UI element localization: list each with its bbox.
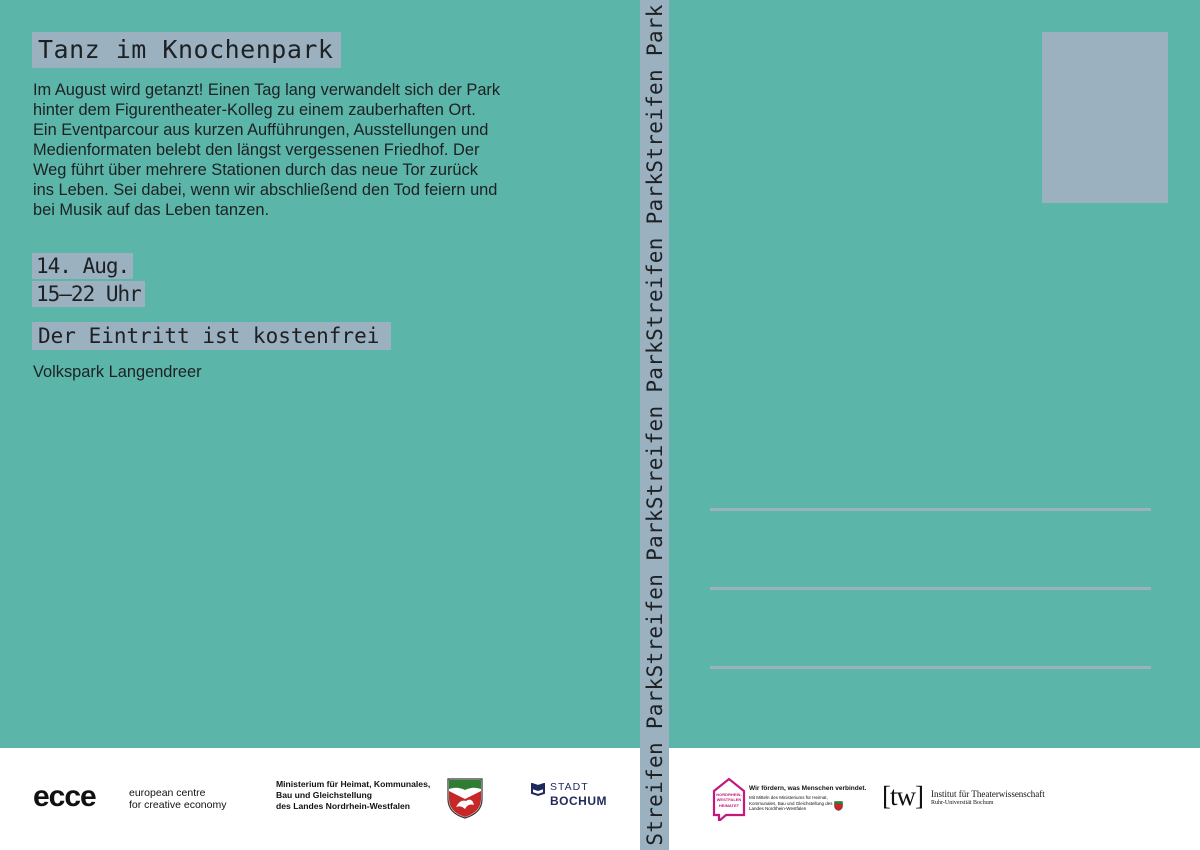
ministry-logo — [276, 779, 446, 812]
event-venue: Volkspark Langendreer — [33, 363, 202, 381]
nrw-crest-icon — [446, 777, 484, 823]
heimat-badge-line-1: NORDRHEIN- — [716, 792, 742, 797]
admission-note: Der Eintritt ist kostenfrei — [32, 322, 391, 350]
event-date: 14. Aug. — [32, 253, 133, 279]
tw-wordmark: [tw] — [882, 781, 923, 811]
heimat-badge-line-2: WESTFALEN — [716, 797, 742, 802]
address-line — [710, 508, 1151, 511]
ecce-line-1: european centre — [129, 787, 206, 799]
ecce-wordmark: ecce — [33, 780, 96, 813]
address-line — [710, 666, 1151, 669]
heimat-nrw-badge — [712, 777, 746, 825]
ecce-subtitle — [129, 787, 269, 811]
ministry-line-3: des Landes Nordrhein-Westfalen — [276, 801, 411, 811]
ministry-line-1: Ministerium für Heimat, Kommunales, — [276, 779, 431, 789]
bochum-line-2: BOCHUM — [550, 794, 607, 808]
event-time: 15–22 Uhr — [32, 281, 145, 307]
address-line — [710, 587, 1151, 590]
tw-line-1: Institut für Theaterwissenschaft — [931, 789, 1045, 799]
ecce-line-2: for creative economy — [129, 799, 227, 811]
tw-line-2: Ruhr-Universität Bochum — [931, 800, 994, 806]
heimat-tagline: Wir fördern, was Menschen verbindet. — [749, 785, 867, 792]
book-icon — [531, 782, 546, 801]
heimat-funding-note: Mit Mitteln des Ministeriums für Heimat, Kommunales, Bau und Gleichstellung des Landes Nordrhein-Westfalen — [749, 795, 833, 811]
nrw-small-crest-icon — [834, 796, 843, 815]
spine-text: Streifen ParkStreifen ParkStreifen ParkStreifen ParkStreifen Park — [642, 4, 667, 846]
bochum-line-1: STADT — [550, 781, 589, 793]
stamp-box — [1042, 32, 1168, 203]
heimat-badge-line-3: HEIMATET — [718, 803, 740, 808]
event-title: Tanz im Knochenpark — [32, 32, 341, 68]
event-description: Im August wird getanzt! Einen Tag lang verwandelt sich der Park hinter dem Figurentheater-Kolleg zu einem zauberhaften Ort. Ein Eventparcour aus kurzen Aufführungen, Ausstellungen und Medienformaten belebt den längst vergessenen Friedhof. Der Weg führt über mehrere Stationen durch das neue Tor zurück ins Leben. Sei dabei, wenn wir abschließend den Tod feiern und bei Musik auf das Leben tanzen. — [33, 81, 501, 219]
spine-strip — [640, 0, 669, 850]
ministry-line-2: Bau und Gleichstellung — [276, 790, 372, 800]
